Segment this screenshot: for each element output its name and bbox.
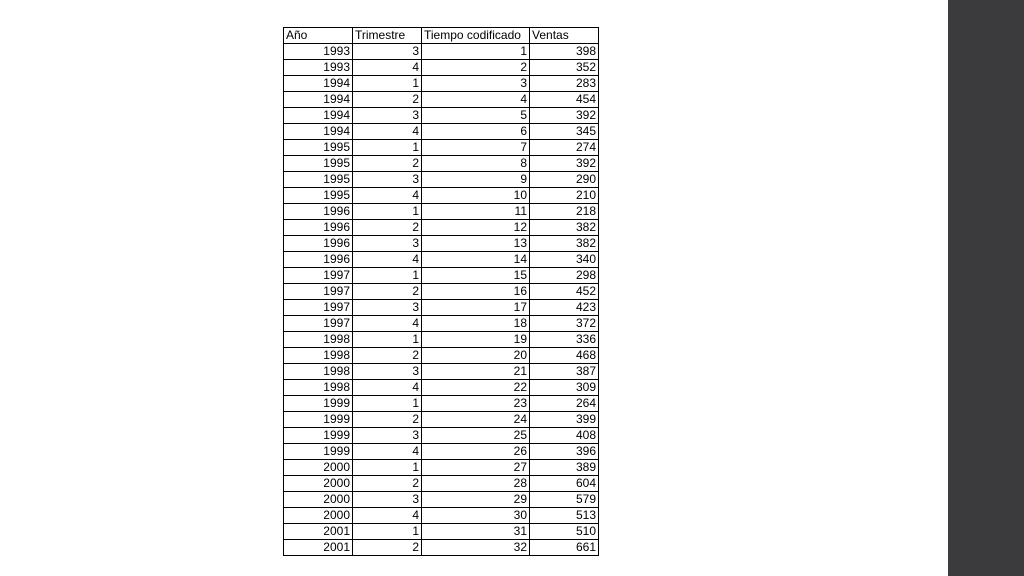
- cell-ventas: 290: [530, 172, 599, 188]
- cell-tiempo-codificado: 14: [422, 252, 530, 268]
- table-row: [284, 476, 599, 492]
- cell-anio: 1997: [284, 300, 353, 316]
- cell-tiempo-codificado: 28: [422, 476, 530, 492]
- table-row: [284, 428, 599, 444]
- cell-anio: 1998: [284, 380, 353, 396]
- table-row: [284, 44, 599, 60]
- cell-trimestre: 3: [353, 236, 422, 252]
- cell-ventas: 345: [530, 124, 599, 140]
- cell-anio: 2001: [284, 540, 353, 556]
- header-trimestre: Trimestre: [353, 28, 422, 44]
- cell-trimestre: 3: [353, 428, 422, 444]
- cell-ventas: 399: [530, 412, 599, 428]
- cell-anio: 1993: [284, 60, 353, 76]
- cell-anio: 1996: [284, 204, 353, 220]
- cell-ventas: 468: [530, 348, 599, 364]
- cell-trimestre: 3: [353, 492, 422, 508]
- cell-tiempo-codificado: 12: [422, 220, 530, 236]
- cell-ventas: 513: [530, 508, 599, 524]
- cell-tiempo-codificado: 10: [422, 188, 530, 204]
- cell-trimestre: 1: [353, 396, 422, 412]
- table-row: [284, 348, 599, 364]
- cell-anio: 2000: [284, 508, 353, 524]
- cell-trimestre: 3: [353, 172, 422, 188]
- cell-anio: 1997: [284, 268, 353, 284]
- cell-anio: 2000: [284, 476, 353, 492]
- cell-anio: 1999: [284, 396, 353, 412]
- table-row: [284, 300, 599, 316]
- cell-trimestre: 1: [353, 204, 422, 220]
- cell-tiempo-codificado: 32: [422, 540, 530, 556]
- table-row: [284, 60, 599, 76]
- cell-anio: 1996: [284, 252, 353, 268]
- cell-ventas: 210: [530, 188, 599, 204]
- cell-anio: 1995: [284, 156, 353, 172]
- cell-trimestre: 2: [353, 220, 422, 236]
- cell-ventas: 396: [530, 444, 599, 460]
- cell-ventas: 264: [530, 396, 599, 412]
- cell-ventas: 423: [530, 300, 599, 316]
- cell-ventas: 298: [530, 268, 599, 284]
- table-row: [284, 332, 599, 348]
- cell-ventas: 579: [530, 492, 599, 508]
- cell-tiempo-codificado: 19: [422, 332, 530, 348]
- cell-ventas: 408: [530, 428, 599, 444]
- cell-trimestre: 4: [353, 188, 422, 204]
- table-row: [284, 396, 599, 412]
- table-row: [284, 508, 599, 524]
- cell-ventas: 274: [530, 140, 599, 156]
- table-body: [284, 44, 599, 556]
- cell-tiempo-codificado: 5: [422, 108, 530, 124]
- cell-trimestre: 1: [353, 460, 422, 476]
- cell-trimestre: 3: [353, 364, 422, 380]
- header-anio: Año: [284, 28, 353, 44]
- cell-tiempo-codificado: 6: [422, 124, 530, 140]
- cell-trimestre: 1: [353, 140, 422, 156]
- cell-trimestre: 1: [353, 76, 422, 92]
- cell-tiempo-codificado: 20: [422, 348, 530, 364]
- table-row: [284, 108, 599, 124]
- table-row: [284, 444, 599, 460]
- cell-anio: 1995: [284, 172, 353, 188]
- cell-ventas: 218: [530, 204, 599, 220]
- cell-anio: 1994: [284, 124, 353, 140]
- cell-tiempo-codificado: 16: [422, 284, 530, 300]
- cell-ventas: 352: [530, 60, 599, 76]
- cell-anio: 1994: [284, 108, 353, 124]
- cell-anio: 2001: [284, 524, 353, 540]
- cell-ventas: 382: [530, 220, 599, 236]
- table-row: [284, 140, 599, 156]
- cell-anio: 1999: [284, 444, 353, 460]
- table-row: [284, 76, 599, 92]
- cell-trimestre: 3: [353, 300, 422, 316]
- cell-anio: 1996: [284, 220, 353, 236]
- table-row: [284, 156, 599, 172]
- cell-trimestre: 1: [353, 524, 422, 540]
- cell-tiempo-codificado: 2: [422, 60, 530, 76]
- cell-tiempo-codificado: 1: [422, 44, 530, 60]
- table-row: [284, 204, 599, 220]
- cell-trimestre: 2: [353, 540, 422, 556]
- cell-tiempo-codificado: 23: [422, 396, 530, 412]
- cell-tiempo-codificado: 4: [422, 92, 530, 108]
- table-row: [284, 460, 599, 476]
- cell-tiempo-codificado: 7: [422, 140, 530, 156]
- cell-tiempo-codificado: 25: [422, 428, 530, 444]
- cell-tiempo-codificado: 3: [422, 76, 530, 92]
- cell-ventas: 510: [530, 524, 599, 540]
- table-row: [284, 172, 599, 188]
- cell-anio: 1994: [284, 92, 353, 108]
- table-row: [284, 380, 599, 396]
- cell-ventas: 382: [530, 236, 599, 252]
- cell-anio: 1993: [284, 44, 353, 60]
- header-ventas: Ventas: [530, 28, 599, 44]
- cell-trimestre: 1: [353, 332, 422, 348]
- cell-tiempo-codificado: 8: [422, 156, 530, 172]
- cell-trimestre: 4: [353, 124, 422, 140]
- table-row: [284, 188, 599, 204]
- cell-anio: 1996: [284, 236, 353, 252]
- cell-ventas: 661: [530, 540, 599, 556]
- cell-ventas: 340: [530, 252, 599, 268]
- cell-ventas: 387: [530, 364, 599, 380]
- cell-anio: 1998: [284, 364, 353, 380]
- table-row: [284, 220, 599, 236]
- cell-trimestre: 2: [353, 284, 422, 300]
- cell-ventas: 336: [530, 332, 599, 348]
- cell-tiempo-codificado: 27: [422, 460, 530, 476]
- cell-trimestre: 4: [353, 252, 422, 268]
- table-row: [284, 124, 599, 140]
- cell-trimestre: 2: [353, 476, 422, 492]
- table-row: [284, 92, 599, 108]
- cell-trimestre: 4: [353, 444, 422, 460]
- cell-trimestre: 4: [353, 60, 422, 76]
- cell-ventas: 283: [530, 76, 599, 92]
- cell-ventas: 372: [530, 316, 599, 332]
- data-table: [283, 27, 599, 556]
- cell-tiempo-codificado: 15: [422, 268, 530, 284]
- cell-tiempo-codificado: 26: [422, 444, 530, 460]
- cell-ventas: 454: [530, 92, 599, 108]
- table-row: [284, 412, 599, 428]
- cell-tiempo-codificado: 24: [422, 412, 530, 428]
- table-row: [284, 284, 599, 300]
- cell-anio: 1997: [284, 284, 353, 300]
- cell-tiempo-codificado: 22: [422, 380, 530, 396]
- cell-trimestre: 4: [353, 316, 422, 332]
- cell-ventas: 392: [530, 156, 599, 172]
- cell-ventas: 389: [530, 460, 599, 476]
- cell-trimestre: 3: [353, 44, 422, 60]
- table-row: [284, 316, 599, 332]
- cell-trimestre: 4: [353, 508, 422, 524]
- cell-tiempo-codificado: 29: [422, 492, 530, 508]
- cell-anio: 1999: [284, 428, 353, 444]
- cell-anio: 1997: [284, 316, 353, 332]
- cell-tiempo-codificado: 17: [422, 300, 530, 316]
- cell-trimestre: 4: [353, 380, 422, 396]
- cell-ventas: 604: [530, 476, 599, 492]
- cell-anio: 1998: [284, 332, 353, 348]
- cell-tiempo-codificado: 30: [422, 508, 530, 524]
- table-row: [284, 236, 599, 252]
- cell-tiempo-codificado: 13: [422, 236, 530, 252]
- table-row: [284, 492, 599, 508]
- cell-tiempo-codificado: 18: [422, 316, 530, 332]
- cell-tiempo-codificado: 11: [422, 204, 530, 220]
- cell-anio: 1995: [284, 140, 353, 156]
- cell-tiempo-codificado: 31: [422, 524, 530, 540]
- table-row: [284, 268, 599, 284]
- cell-ventas: 309: [530, 380, 599, 396]
- cell-trimestre: 2: [353, 92, 422, 108]
- cell-anio: 1994: [284, 76, 353, 92]
- cell-ventas: 392: [530, 108, 599, 124]
- header-tiempo-codificado: Tiempo codificado: [422, 28, 530, 44]
- cell-anio: 2000: [284, 492, 353, 508]
- cell-ventas: 398: [530, 44, 599, 60]
- cell-ventas: 452: [530, 284, 599, 300]
- table-row: [284, 540, 599, 556]
- cell-anio: 1998: [284, 348, 353, 364]
- table-row: [284, 364, 599, 380]
- cell-trimestre: 2: [353, 348, 422, 364]
- cell-tiempo-codificado: 9: [422, 172, 530, 188]
- cell-anio: 1999: [284, 412, 353, 428]
- cell-anio: 1995: [284, 188, 353, 204]
- side-bar: [948, 0, 1024, 576]
- cell-anio: 2000: [284, 460, 353, 476]
- table-row: [284, 524, 599, 540]
- cell-trimestre: 2: [353, 412, 422, 428]
- table-header-row: [284, 28, 599, 44]
- cell-trimestre: 1: [353, 268, 422, 284]
- cell-trimestre: 3: [353, 108, 422, 124]
- cell-tiempo-codificado: 21: [422, 364, 530, 380]
- cell-trimestre: 2: [353, 156, 422, 172]
- table-row: [284, 252, 599, 268]
